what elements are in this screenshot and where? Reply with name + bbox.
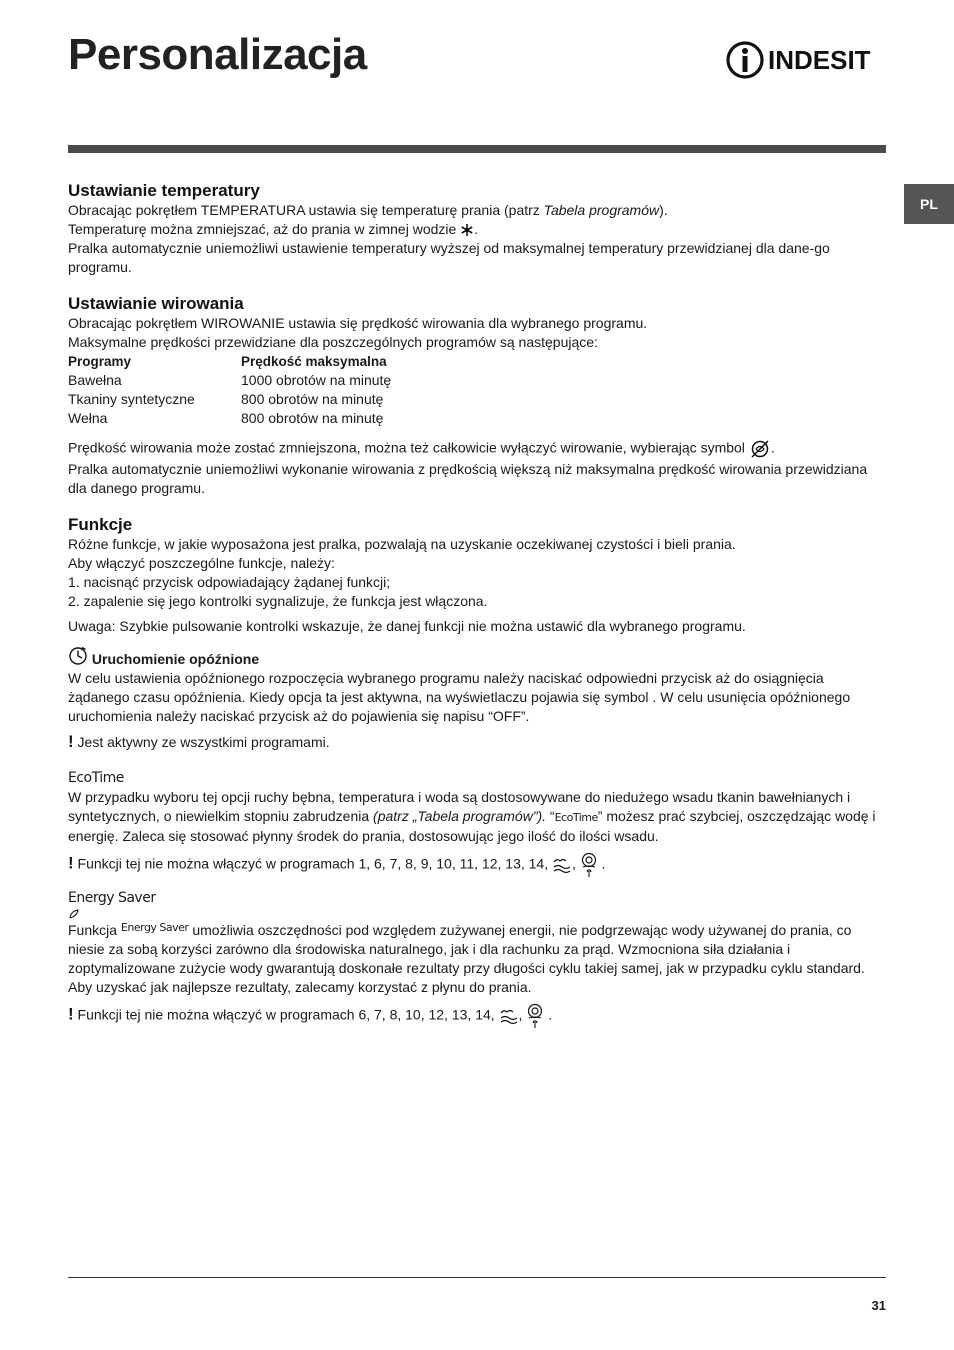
functions-step-1: 1. nacisnąć przycisk odpowiadający żądanej funkcji; [68, 574, 391, 590]
table-row [68, 371, 391, 390]
energy-saver-leaf [68, 908, 888, 918]
warning-icon: ! [68, 853, 74, 873]
functions-paragraph-1: Różne funkcje, w jakie wyposażona jest pralka, pozwalają na uzyskanie oczekiwanej czystości i bieli prania. [68, 536, 736, 552]
drain-spin-icon [580, 852, 598, 878]
functions-note: Uwaga: Szybkie pulsowanie kontrolki wskazuje, że danej funkcji nie można ustawić dla wybranego programu. [68, 618, 746, 634]
delay-start-note: ! Jest aktywny ze wszystkimi programami. [68, 732, 330, 751]
snowflake-icon [460, 223, 474, 237]
temperature-paragraph-1: Obracając pokrętłem TEMPERATURA ustawia się temperaturę prania (patrz Tabela programów). [68, 202, 668, 218]
language-tab: PL [904, 184, 954, 224]
table-cell: Bawełna [68, 372, 122, 388]
energy-saver-paragraph: Funkcja $^{Energy Saver}$ umożliwia oszczędności pod względem zużywanej energii, nie podgrzewając wody używanej do prania, co niesie za sobą korzyści zarówno dla środowiska naturalnego, jak i dla rachunku za prąd. Wzmocniona siła działania i zoptymalizowane zużycie wody gwarantują doskonałe rezultaty przy długości cyklu takiej samej, jak w przypadku cyklu standard. Aby uzyskać jak najlepsze rezultaty, zalecamy korzystać z płynu do prania. [68, 921, 865, 995]
ecotime-label [68, 768, 888, 788]
spin-paragraph-1: Obracając pokrętłem WIROWANIE ustawia się prędkość wirowania dla wybranego programu. [68, 315, 648, 331]
ecotime-inline-icon: EcoTime [554, 811, 598, 824]
functions-step-2: 2. zapalenie się jego kontrolki sygnalizuje, że funkcja jest włączona. [68, 593, 488, 609]
table-header-max-speed: Prędkość maksymalna [241, 354, 387, 369]
delay-start-paragraph: W celu ustawienia opóźnionego rozpoczęcia wybranego programu należy naciskać odpowiedni przycisk aż do osiągnięcia żądanego czasu opóźnienia. Kiedy opcja ta jest aktywna, na wyświetlaczu pojawia się symbol . W celu usunięcia opóźnionego uruchomienia należy naciskać przycisk aż do pojawienia się napisu “OFF”. [68, 670, 851, 724]
footer-rule [68, 1277, 886, 1278]
temperature-paragraph-2: Temperaturę można zmniejszać, aż do prania w zimnej wodzie . [68, 221, 479, 237]
no-spin-icon [749, 438, 771, 460]
temperature-paragraph-3: Pralka automatycznie uniemożliwi ustawienie temperatury wyższej od maksymalnej temperatury przewidzianej dla dane-go programu. [68, 240, 830, 275]
table-cell: 800 obrotów na minutę [241, 391, 384, 407]
indesit-logo-icon [726, 40, 764, 80]
section-functions-heading: Funkcje [68, 515, 133, 534]
table-cell: 1000 obrotów na minutę [241, 372, 392, 388]
drain-spin-icon [526, 1003, 544, 1029]
table-cell: Tkaniny syntetyczne [68, 391, 195, 407]
brand-name: INDESIT [768, 44, 871, 75]
main-content [68, 180, 888, 1029]
spin-speed-table [68, 352, 391, 428]
brand-logo [726, 40, 871, 80]
warning-icon: ! [68, 732, 74, 751]
energy-saver-inline-icon: Energy Saver [120, 921, 189, 934]
ecotime-note: ! Funkcji tej nie można włączyć w programach 1, 6, 7, 8, 9, 10, 11, 12, 13, 14, , . [68, 852, 888, 878]
table-header-row [68, 352, 391, 371]
table-row [68, 390, 391, 409]
table-header-programs: Programy [68, 354, 132, 369]
handwash-icon [552, 856, 572, 874]
ecotime-icon: EcoTime [68, 770, 124, 786]
page-title: Personalizacja [68, 30, 367, 79]
energy-saver-label [68, 888, 888, 908]
delay-start-title: Uruchomienie opóźnione [68, 646, 888, 669]
functions-paragraph-2: Aby włączyć poszczególne funkcje, należy: [68, 555, 335, 571]
handwash-icon [499, 1007, 519, 1025]
spin-paragraph-4: Pralka automatycznie uniemożliwi wykonanie wirowania z prędkością większą niż maksymalna prędkość wirowania przewidziana dla danego programu. [68, 461, 868, 496]
table-cell: 800 obrotów na minutę [241, 410, 384, 426]
warning-icon: ! [68, 1004, 74, 1024]
page-number: 31 [871, 1298, 886, 1313]
energy-saver-note: ! Funkcji tej nie można włączyć w programach 6, 7, 8, 10, 12, 13, 14, , . [68, 1003, 888, 1029]
header-rule [68, 145, 886, 153]
section-spin-heading: Ustawianie wirowania [68, 294, 244, 313]
section-temperature-heading: Ustawianie temperatury [68, 181, 260, 200]
energy-saver-icon: Energy Saver [68, 890, 156, 906]
spin-paragraph-3: Prędkość wirowania może zostać zmniejszona, można też całkowicie wyłączyć wirowanie, wybierając symbol . [68, 438, 888, 460]
table-row [68, 409, 391, 428]
delay-timer-icon [68, 646, 88, 666]
spin-paragraph-2: Maksymalne prędkości przewidziane dla poszczególnych programów są następujące: [68, 334, 598, 350]
table-cell: Wełna [68, 410, 108, 426]
ecotime-paragraph: W przypadku wyboru tej opcji ruchy bębna, temperatura i woda są dostosowywane do niedużego wsadu tkanin bawełnianych i syntetycznych, o niewielkim stopniu zabrudzenia (patrz „Tabela programów”). “EcoTime” możesz prać szybciej, oszczędzając wodę i energię. Zaleca się stosować płynny środek do prania, dostosowując jego ilość do ilości wsadu. [68, 789, 876, 844]
